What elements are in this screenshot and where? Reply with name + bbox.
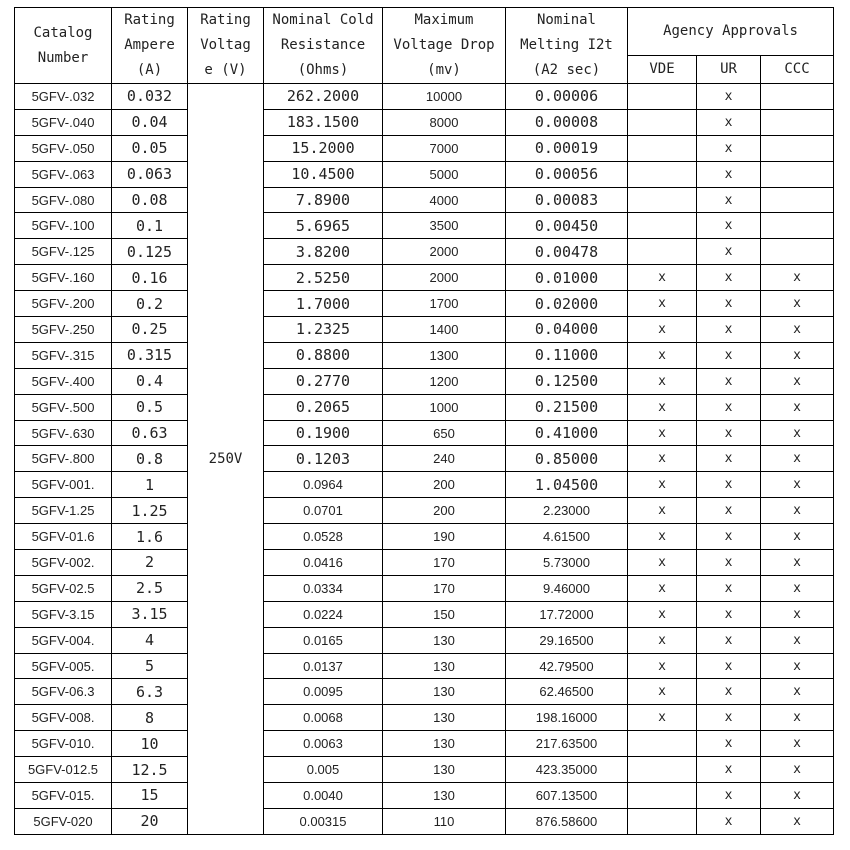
catalog-number-cell: 5GFV-.630: [15, 420, 112, 446]
voltage-drop-cell: 2000: [383, 239, 506, 265]
ccc-approval-cell: [761, 109, 834, 135]
voltage-drop-cell: 200: [383, 472, 506, 498]
vde-approval-cell: x: [628, 394, 697, 420]
vde-approval-cell: x: [628, 601, 697, 627]
voltage-drop-cell: 4000: [383, 187, 506, 213]
catalog-number-cell: 5GFV-.050: [15, 135, 112, 161]
cold-resistance-cell: 2.5250: [264, 265, 383, 291]
ccc-approval-cell: x: [761, 808, 834, 834]
table-row: [15, 109, 834, 135]
ccc-approval-cell: [761, 187, 834, 213]
vde-approval-cell: [628, 213, 697, 239]
table-row: [15, 653, 834, 679]
table-row: [15, 187, 834, 213]
rating-ampere-cell: 0.16: [112, 265, 188, 291]
ccc-approval-cell: x: [761, 498, 834, 524]
cold-resistance-cell: 0.0416: [264, 550, 383, 576]
catalog-number-cell: 5GFV-.250: [15, 317, 112, 343]
ur-approval-cell: x: [697, 161, 761, 187]
voltage-drop-cell: 170: [383, 575, 506, 601]
ur-approval-cell: x: [697, 524, 761, 550]
header-ur: UR: [697, 56, 761, 84]
table-row: [15, 420, 834, 446]
melting-i2t-cell: 9.46000: [506, 575, 628, 601]
vde-approval-cell: [628, 187, 697, 213]
melting-i2t-cell: 0.85000: [506, 446, 628, 472]
cold-resistance-cell: 3.8200: [264, 239, 383, 265]
melting-i2t-cell: 0.00006: [506, 84, 628, 110]
voltage-drop-cell: 170: [383, 550, 506, 576]
catalog-number-cell: 5GFV-.200: [15, 291, 112, 317]
voltage-drop-cell: 1300: [383, 342, 506, 368]
melting-i2t-cell: 62.46500: [506, 679, 628, 705]
header-agency-approvals: Agency Approvals: [628, 8, 834, 56]
vde-approval-cell: [628, 161, 697, 187]
catalog-number-cell: 5GFV-010.: [15, 731, 112, 757]
ur-approval-cell: x: [697, 653, 761, 679]
ccc-approval-cell: x: [761, 627, 834, 653]
catalog-number-cell: 5GFV-.080: [15, 187, 112, 213]
melting-i2t-cell: 17.72000: [506, 601, 628, 627]
cold-resistance-cell: 15.2000: [264, 135, 383, 161]
table-row: [15, 84, 834, 110]
rating-ampere-cell: 1.6: [112, 524, 188, 550]
cold-resistance-cell: 0.005: [264, 757, 383, 783]
rating-ampere-cell: 4: [112, 627, 188, 653]
ur-approval-cell: x: [697, 575, 761, 601]
cold-resistance-cell: 0.0964: [264, 472, 383, 498]
table-row: [15, 135, 834, 161]
ur-approval-cell: x: [697, 265, 761, 291]
ur-approval-cell: x: [697, 368, 761, 394]
table-row: [15, 601, 834, 627]
table-row: [15, 265, 834, 291]
voltage-drop-cell: 130: [383, 653, 506, 679]
ur-approval-cell: x: [697, 109, 761, 135]
cold-resistance-cell: 183.1500: [264, 109, 383, 135]
table-row: [15, 342, 834, 368]
rating-ampere-cell: 0.1: [112, 213, 188, 239]
catalog-number-cell: 5GFV-020: [15, 808, 112, 834]
catalog-number-cell: 5GFV-06.3: [15, 679, 112, 705]
ccc-approval-cell: x: [761, 757, 834, 783]
melting-i2t-cell: 4.61500: [506, 524, 628, 550]
rating-voltage-cell: 250V: [188, 84, 264, 835]
catalog-number-cell: 5GFV-005.: [15, 653, 112, 679]
ur-approval-cell: x: [697, 239, 761, 265]
cold-resistance-cell: 0.0040: [264, 783, 383, 809]
voltage-drop-cell: 2000: [383, 265, 506, 291]
melting-i2t-cell: 0.41000: [506, 420, 628, 446]
table-row: [15, 446, 834, 472]
catalog-number-cell: 5GFV-.040: [15, 109, 112, 135]
voltage-drop-cell: 5000: [383, 161, 506, 187]
rating-ampere-cell: 0.5: [112, 394, 188, 420]
vde-approval-cell: x: [628, 627, 697, 653]
catalog-number-cell: 5GFV-.032: [15, 84, 112, 110]
voltage-drop-cell: 1000: [383, 394, 506, 420]
rating-ampere-cell: 0.05: [112, 135, 188, 161]
vde-approval-cell: x: [628, 291, 697, 317]
voltage-drop-cell: 110: [383, 808, 506, 834]
cold-resistance-cell: 0.0165: [264, 627, 383, 653]
cold-resistance-cell: 0.0095: [264, 679, 383, 705]
header-cold-resistance: Nominal Cold Resistance (Ohms): [264, 8, 383, 84]
rating-ampere-cell: 2: [112, 550, 188, 576]
ur-approval-cell: x: [697, 317, 761, 343]
ccc-approval-cell: x: [761, 575, 834, 601]
melting-i2t-cell: 0.12500: [506, 368, 628, 394]
table-row: [15, 524, 834, 550]
catalog-number-cell: 5GFV-004.: [15, 627, 112, 653]
ur-approval-cell: x: [697, 187, 761, 213]
ccc-approval-cell: x: [761, 368, 834, 394]
melting-i2t-cell: 0.00008: [506, 109, 628, 135]
vde-approval-cell: [628, 731, 697, 757]
melting-i2t-cell: 29.16500: [506, 627, 628, 653]
cold-resistance-cell: 0.1203: [264, 446, 383, 472]
rating-ampere-cell: 0.4: [112, 368, 188, 394]
table-row: [15, 757, 834, 783]
melting-i2t-cell: 0.04000: [506, 317, 628, 343]
ccc-approval-cell: x: [761, 705, 834, 731]
vde-approval-cell: x: [628, 575, 697, 601]
cold-resistance-cell: 0.00315: [264, 808, 383, 834]
ur-approval-cell: x: [697, 394, 761, 420]
rating-ampere-cell: 0.063: [112, 161, 188, 187]
melting-i2t-cell: 0.00056: [506, 161, 628, 187]
rating-ampere-cell: 0.63: [112, 420, 188, 446]
ccc-approval-cell: [761, 135, 834, 161]
cold-resistance-cell: 7.8900: [264, 187, 383, 213]
catalog-number-cell: 5GFV-.100: [15, 213, 112, 239]
table-row: [15, 550, 834, 576]
melting-i2t-cell: 0.00083: [506, 187, 628, 213]
ur-approval-cell: x: [697, 135, 761, 161]
table-row: [15, 783, 834, 809]
rating-ampere-cell: 0.25: [112, 317, 188, 343]
melting-i2t-cell: 217.63500: [506, 731, 628, 757]
table-row: [15, 679, 834, 705]
vde-approval-cell: x: [628, 446, 697, 472]
vde-approval-cell: x: [628, 550, 697, 576]
rating-ampere-cell: 0.315: [112, 342, 188, 368]
voltage-drop-cell: 8000: [383, 109, 506, 135]
ccc-approval-cell: x: [761, 679, 834, 705]
vde-approval-cell: x: [628, 342, 697, 368]
cold-resistance-cell: 0.0701: [264, 498, 383, 524]
ur-approval-cell: x: [697, 601, 761, 627]
voltage-drop-cell: 130: [383, 679, 506, 705]
catalog-number-cell: 5GFV-012.5: [15, 757, 112, 783]
rating-ampere-cell: 3.15: [112, 601, 188, 627]
ur-approval-cell: x: [697, 446, 761, 472]
table-row: [15, 705, 834, 731]
ccc-approval-cell: [761, 239, 834, 265]
ccc-approval-cell: x: [761, 317, 834, 343]
cold-resistance-cell: 0.0334: [264, 575, 383, 601]
catalog-number-cell: 5GFV-3.15: [15, 601, 112, 627]
vde-approval-cell: x: [628, 679, 697, 705]
ccc-approval-cell: x: [761, 550, 834, 576]
ccc-approval-cell: x: [761, 731, 834, 757]
header-catalog-number: Catalog Number: [15, 8, 112, 84]
header-rating-voltage: Rating Voltag e (V): [188, 8, 264, 84]
cold-resistance-cell: 0.2065: [264, 394, 383, 420]
rating-ampere-cell: 0.125: [112, 239, 188, 265]
ur-approval-cell: x: [697, 342, 761, 368]
rating-ampere-cell: 1.25: [112, 498, 188, 524]
ccc-approval-cell: x: [761, 524, 834, 550]
cold-resistance-cell: 1.7000: [264, 291, 383, 317]
voltage-drop-cell: 130: [383, 757, 506, 783]
rating-ampere-cell: 8: [112, 705, 188, 731]
vde-approval-cell: [628, 808, 697, 834]
voltage-drop-cell: 130: [383, 731, 506, 757]
melting-i2t-cell: 5.73000: [506, 550, 628, 576]
ur-approval-cell: x: [697, 291, 761, 317]
melting-i2t-cell: 0.21500: [506, 394, 628, 420]
table-row: [15, 291, 834, 317]
vde-approval-cell: x: [628, 472, 697, 498]
ccc-approval-cell: x: [761, 472, 834, 498]
table-row: [15, 575, 834, 601]
table-row: [15, 213, 834, 239]
table-row: [15, 498, 834, 524]
vde-approval-cell: x: [628, 498, 697, 524]
melting-i2t-cell: 198.16000: [506, 705, 628, 731]
vde-approval-cell: [628, 757, 697, 783]
header-ccc: CCC: [761, 56, 834, 84]
melting-i2t-cell: 0.00478: [506, 239, 628, 265]
cold-resistance-cell: 0.0068: [264, 705, 383, 731]
catalog-number-cell: 5GFV-02.5: [15, 575, 112, 601]
ur-approval-cell: x: [697, 420, 761, 446]
melting-i2t-cell: 0.00019: [506, 135, 628, 161]
table-row: [15, 394, 834, 420]
vde-approval-cell: x: [628, 317, 697, 343]
rating-ampere-cell: 0.08: [112, 187, 188, 213]
cold-resistance-cell: 0.1900: [264, 420, 383, 446]
voltage-drop-cell: 3500: [383, 213, 506, 239]
cold-resistance-cell: 5.6965: [264, 213, 383, 239]
voltage-drop-cell: 130: [383, 783, 506, 809]
voltage-drop-cell: 130: [383, 627, 506, 653]
vde-approval-cell: x: [628, 368, 697, 394]
rating-ampere-cell: 2.5: [112, 575, 188, 601]
table-row: [15, 368, 834, 394]
catalog-number-cell: 5GFV-.125: [15, 239, 112, 265]
ur-approval-cell: x: [697, 705, 761, 731]
vde-approval-cell: x: [628, 653, 697, 679]
voltage-drop-cell: 1700: [383, 291, 506, 317]
header-voltage-drop: Maximum Voltage Drop (mv): [383, 8, 506, 84]
catalog-number-cell: 5GFV-015.: [15, 783, 112, 809]
vde-approval-cell: [628, 135, 697, 161]
table-row: [15, 627, 834, 653]
ur-approval-cell: x: [697, 783, 761, 809]
catalog-number-cell: 5GFV-.500: [15, 394, 112, 420]
rating-ampere-cell: 10: [112, 731, 188, 757]
ur-approval-cell: x: [697, 757, 761, 783]
melting-i2t-cell: 42.79500: [506, 653, 628, 679]
vde-approval-cell: [628, 109, 697, 135]
header-vde: VDE: [628, 56, 697, 84]
vde-approval-cell: [628, 84, 697, 110]
catalog-number-cell: 5GFV-002.: [15, 550, 112, 576]
rating-ampere-cell: 0.032: [112, 84, 188, 110]
header-melting-i2t: Nominal Melting I2t (A2 sec): [506, 8, 628, 84]
ccc-approval-cell: x: [761, 653, 834, 679]
header-rating-ampere: Rating Ampere (A): [112, 8, 188, 84]
cold-resistance-cell: 0.8800: [264, 342, 383, 368]
table-row: [15, 239, 834, 265]
vde-approval-cell: x: [628, 705, 697, 731]
ur-approval-cell: x: [697, 808, 761, 834]
ccc-approval-cell: x: [761, 291, 834, 317]
vde-approval-cell: [628, 239, 697, 265]
table-row: [15, 161, 834, 187]
voltage-drop-cell: 200: [383, 498, 506, 524]
rating-ampere-cell: 15: [112, 783, 188, 809]
voltage-drop-cell: 1200: [383, 368, 506, 394]
catalog-number-cell: 5GFV-.800: [15, 446, 112, 472]
ur-approval-cell: x: [697, 731, 761, 757]
melting-i2t-cell: 423.35000: [506, 757, 628, 783]
rating-ampere-cell: 6.3: [112, 679, 188, 705]
cold-resistance-cell: 0.2770: [264, 368, 383, 394]
voltage-drop-cell: 650: [383, 420, 506, 446]
table-row: [15, 317, 834, 343]
cold-resistance-cell: 0.0224: [264, 601, 383, 627]
ur-approval-cell: x: [697, 498, 761, 524]
cold-resistance-cell: 10.4500: [264, 161, 383, 187]
voltage-drop-cell: 10000: [383, 84, 506, 110]
rating-ampere-cell: 1: [112, 472, 188, 498]
melting-i2t-cell: 607.13500: [506, 783, 628, 809]
fuse-spec-table: [14, 7, 834, 835]
ur-approval-cell: x: [697, 627, 761, 653]
catalog-number-cell: 5GFV-.315: [15, 342, 112, 368]
ur-approval-cell: x: [697, 84, 761, 110]
table-row: [15, 808, 834, 834]
rating-ampere-cell: 5: [112, 653, 188, 679]
melting-i2t-cell: 2.23000: [506, 498, 628, 524]
vde-approval-cell: x: [628, 420, 697, 446]
ccc-approval-cell: [761, 84, 834, 110]
cold-resistance-cell: 0.0528: [264, 524, 383, 550]
cold-resistance-cell: 0.0063: [264, 731, 383, 757]
rating-ampere-cell: 20: [112, 808, 188, 834]
catalog-number-cell: 5GFV-1.25: [15, 498, 112, 524]
voltage-drop-cell: 190: [383, 524, 506, 550]
voltage-drop-cell: 1400: [383, 317, 506, 343]
melting-i2t-cell: 0.02000: [506, 291, 628, 317]
melting-i2t-cell: 876.58600: [506, 808, 628, 834]
catalog-number-cell: 5GFV-01.6: [15, 524, 112, 550]
voltage-drop-cell: 7000: [383, 135, 506, 161]
catalog-number-cell: 5GFV-.063: [15, 161, 112, 187]
ccc-approval-cell: x: [761, 394, 834, 420]
catalog-number-cell: 5GFV-001.: [15, 472, 112, 498]
vde-approval-cell: x: [628, 524, 697, 550]
catalog-number-cell: 5GFV-.400: [15, 368, 112, 394]
rating-ampere-cell: 0.2: [112, 291, 188, 317]
voltage-drop-cell: 150: [383, 601, 506, 627]
cold-resistance-cell: 0.0137: [264, 653, 383, 679]
ccc-approval-cell: [761, 161, 834, 187]
catalog-number-cell: 5GFV-008.: [15, 705, 112, 731]
ccc-approval-cell: x: [761, 601, 834, 627]
rating-ampere-cell: 0.8: [112, 446, 188, 472]
ccc-approval-cell: x: [761, 446, 834, 472]
ur-approval-cell: x: [697, 213, 761, 239]
table-body: [15, 84, 834, 835]
melting-i2t-cell: 0.11000: [506, 342, 628, 368]
ur-approval-cell: x: [697, 472, 761, 498]
table-row: [15, 472, 834, 498]
ur-approval-cell: x: [697, 550, 761, 576]
melting-i2t-cell: 0.01000: [506, 265, 628, 291]
melting-i2t-cell: 1.04500: [506, 472, 628, 498]
melting-i2t-cell: 0.00450: [506, 213, 628, 239]
vde-approval-cell: x: [628, 265, 697, 291]
rating-ampere-cell: 12.5: [112, 757, 188, 783]
cold-resistance-cell: 262.2000: [264, 84, 383, 110]
catalog-number-cell: 5GFV-.160: [15, 265, 112, 291]
table-row: [15, 731, 834, 757]
ccc-approval-cell: x: [761, 420, 834, 446]
ccc-approval-cell: x: [761, 342, 834, 368]
voltage-drop-cell: 130: [383, 705, 506, 731]
ccc-approval-cell: [761, 213, 834, 239]
ur-approval-cell: x: [697, 679, 761, 705]
rating-ampere-cell: 0.04: [112, 109, 188, 135]
ccc-approval-cell: x: [761, 265, 834, 291]
ccc-approval-cell: x: [761, 783, 834, 809]
cold-resistance-cell: 1.2325: [264, 317, 383, 343]
voltage-drop-cell: 240: [383, 446, 506, 472]
vde-approval-cell: [628, 783, 697, 809]
